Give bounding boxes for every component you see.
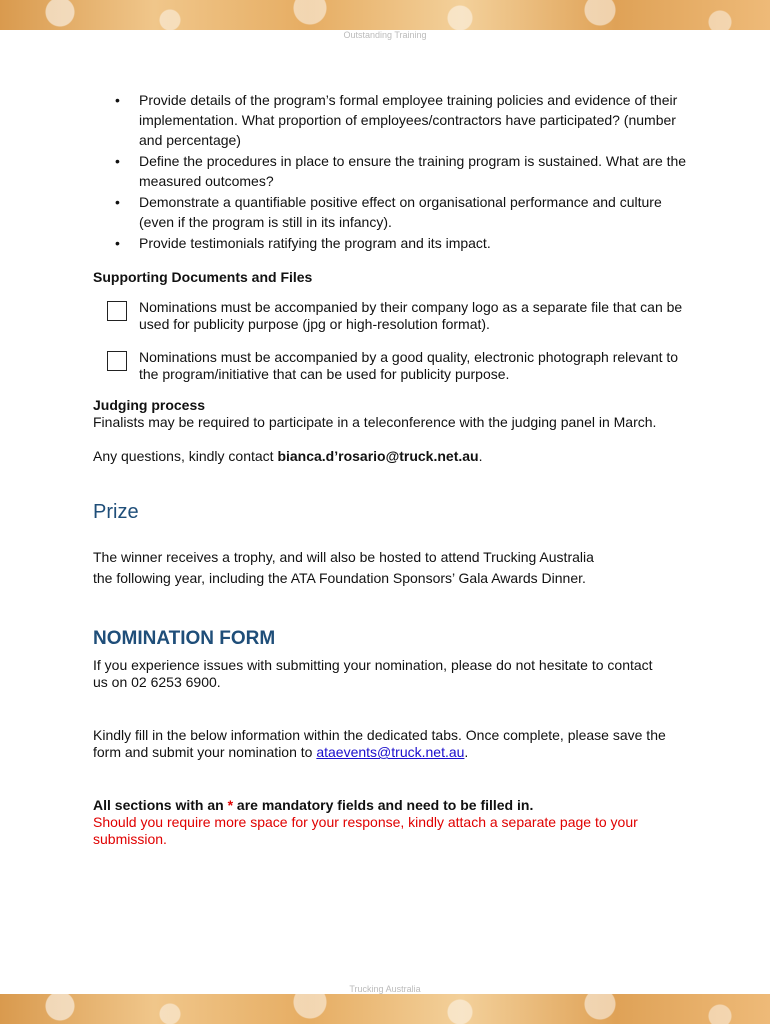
criteria-list <box>93 90 693 253</box>
logo-requirement-row <box>93 299 693 333</box>
submission-email-link[interactable]: ataevents@truck.net.au <box>316 744 465 760</box>
list-item: • Demonstrate a quantifiable positive effect on organisational performance and culture (even if the program is still in its infancy). <box>93 192 693 232</box>
instructions-suffix: . <box>464 744 469 760</box>
list-item: • Define the procedures in place to ensure the training program is sustained. What are the measured outcomes? <box>93 151 693 191</box>
mandatory-star: * <box>227 797 234 813</box>
list-item: • Provide testimonials ratifying the program and its impact. <box>93 233 693 253</box>
mandatory-suffix: are mandatory fields and need to be filled in. <box>233 797 534 813</box>
page-header: Outstanding Training <box>343 30 427 40</box>
judging-text: Finalists may be required to participate in a teleconference with the judging panel in March. <box>93 414 657 430</box>
questions-suffix: . <box>478 448 483 464</box>
issues-text: If you experience issues with submitting your nomination, please do not hesitate to contact us on 02 6253 6900. <box>93 657 653 690</box>
contact-email[interactable]: bianca.d’rosario@truck.net.au <box>277 448 479 464</box>
page-footer: Trucking Australia <box>349 984 421 994</box>
decorative-top-band <box>0 0 770 30</box>
prize-heading: Prize <box>93 501 139 523</box>
nomination-form-heading: NOMINATION FORM <box>93 628 276 649</box>
instructions-prefix: Kindly fill in the below information within the dedicated tabs. Once complete, please save the form and submit your nomination to <box>93 727 666 760</box>
supporting-documents-heading: Supporting Documents and Files <box>93 269 313 285</box>
logo-requirement-text: Nominations must be accompanied by their company logo as a separate file that can be used for publicity purpose (jpg or high-resolution format). <box>139 299 683 332</box>
judging-heading: Judging process <box>93 397 206 413</box>
prize-line-2: the following year, including the ATA Foundation Sponsors’ Gala Awards Dinner. <box>93 570 586 586</box>
mandatory-note <box>93 797 693 814</box>
questions-prefix: Any questions, kindly contact <box>93 448 278 464</box>
decorative-bottom-band <box>0 994 770 1024</box>
photo-requirement-text: Nominations must be accompanied by a good quality, electronic photograph relevant to the program/initiative that can be used for publicity purpose. <box>139 349 679 382</box>
list-item: • Provide details of the program’s formal employee training policies and evidence of their implementation. What proportion of employees/contractors have participated? (number and percentage) <box>93 90 693 150</box>
mandatory-prefix: All sections with an <box>93 797 228 813</box>
document-body <box>93 90 693 848</box>
instructions-text <box>93 727 693 761</box>
photo-requirement-row <box>93 349 693 383</box>
photo-checkbox[interactable] <box>107 351 127 371</box>
prize-line-1: The winner receives a trophy, and will also be hosted to attend Trucking Australia <box>93 549 594 565</box>
logo-checkbox[interactable] <box>107 301 127 321</box>
prize-text <box>93 547 693 589</box>
questions-line <box>93 448 693 465</box>
space-note: Should you require more space for your response, kindly attach a separate page to your submission. <box>93 814 638 847</box>
